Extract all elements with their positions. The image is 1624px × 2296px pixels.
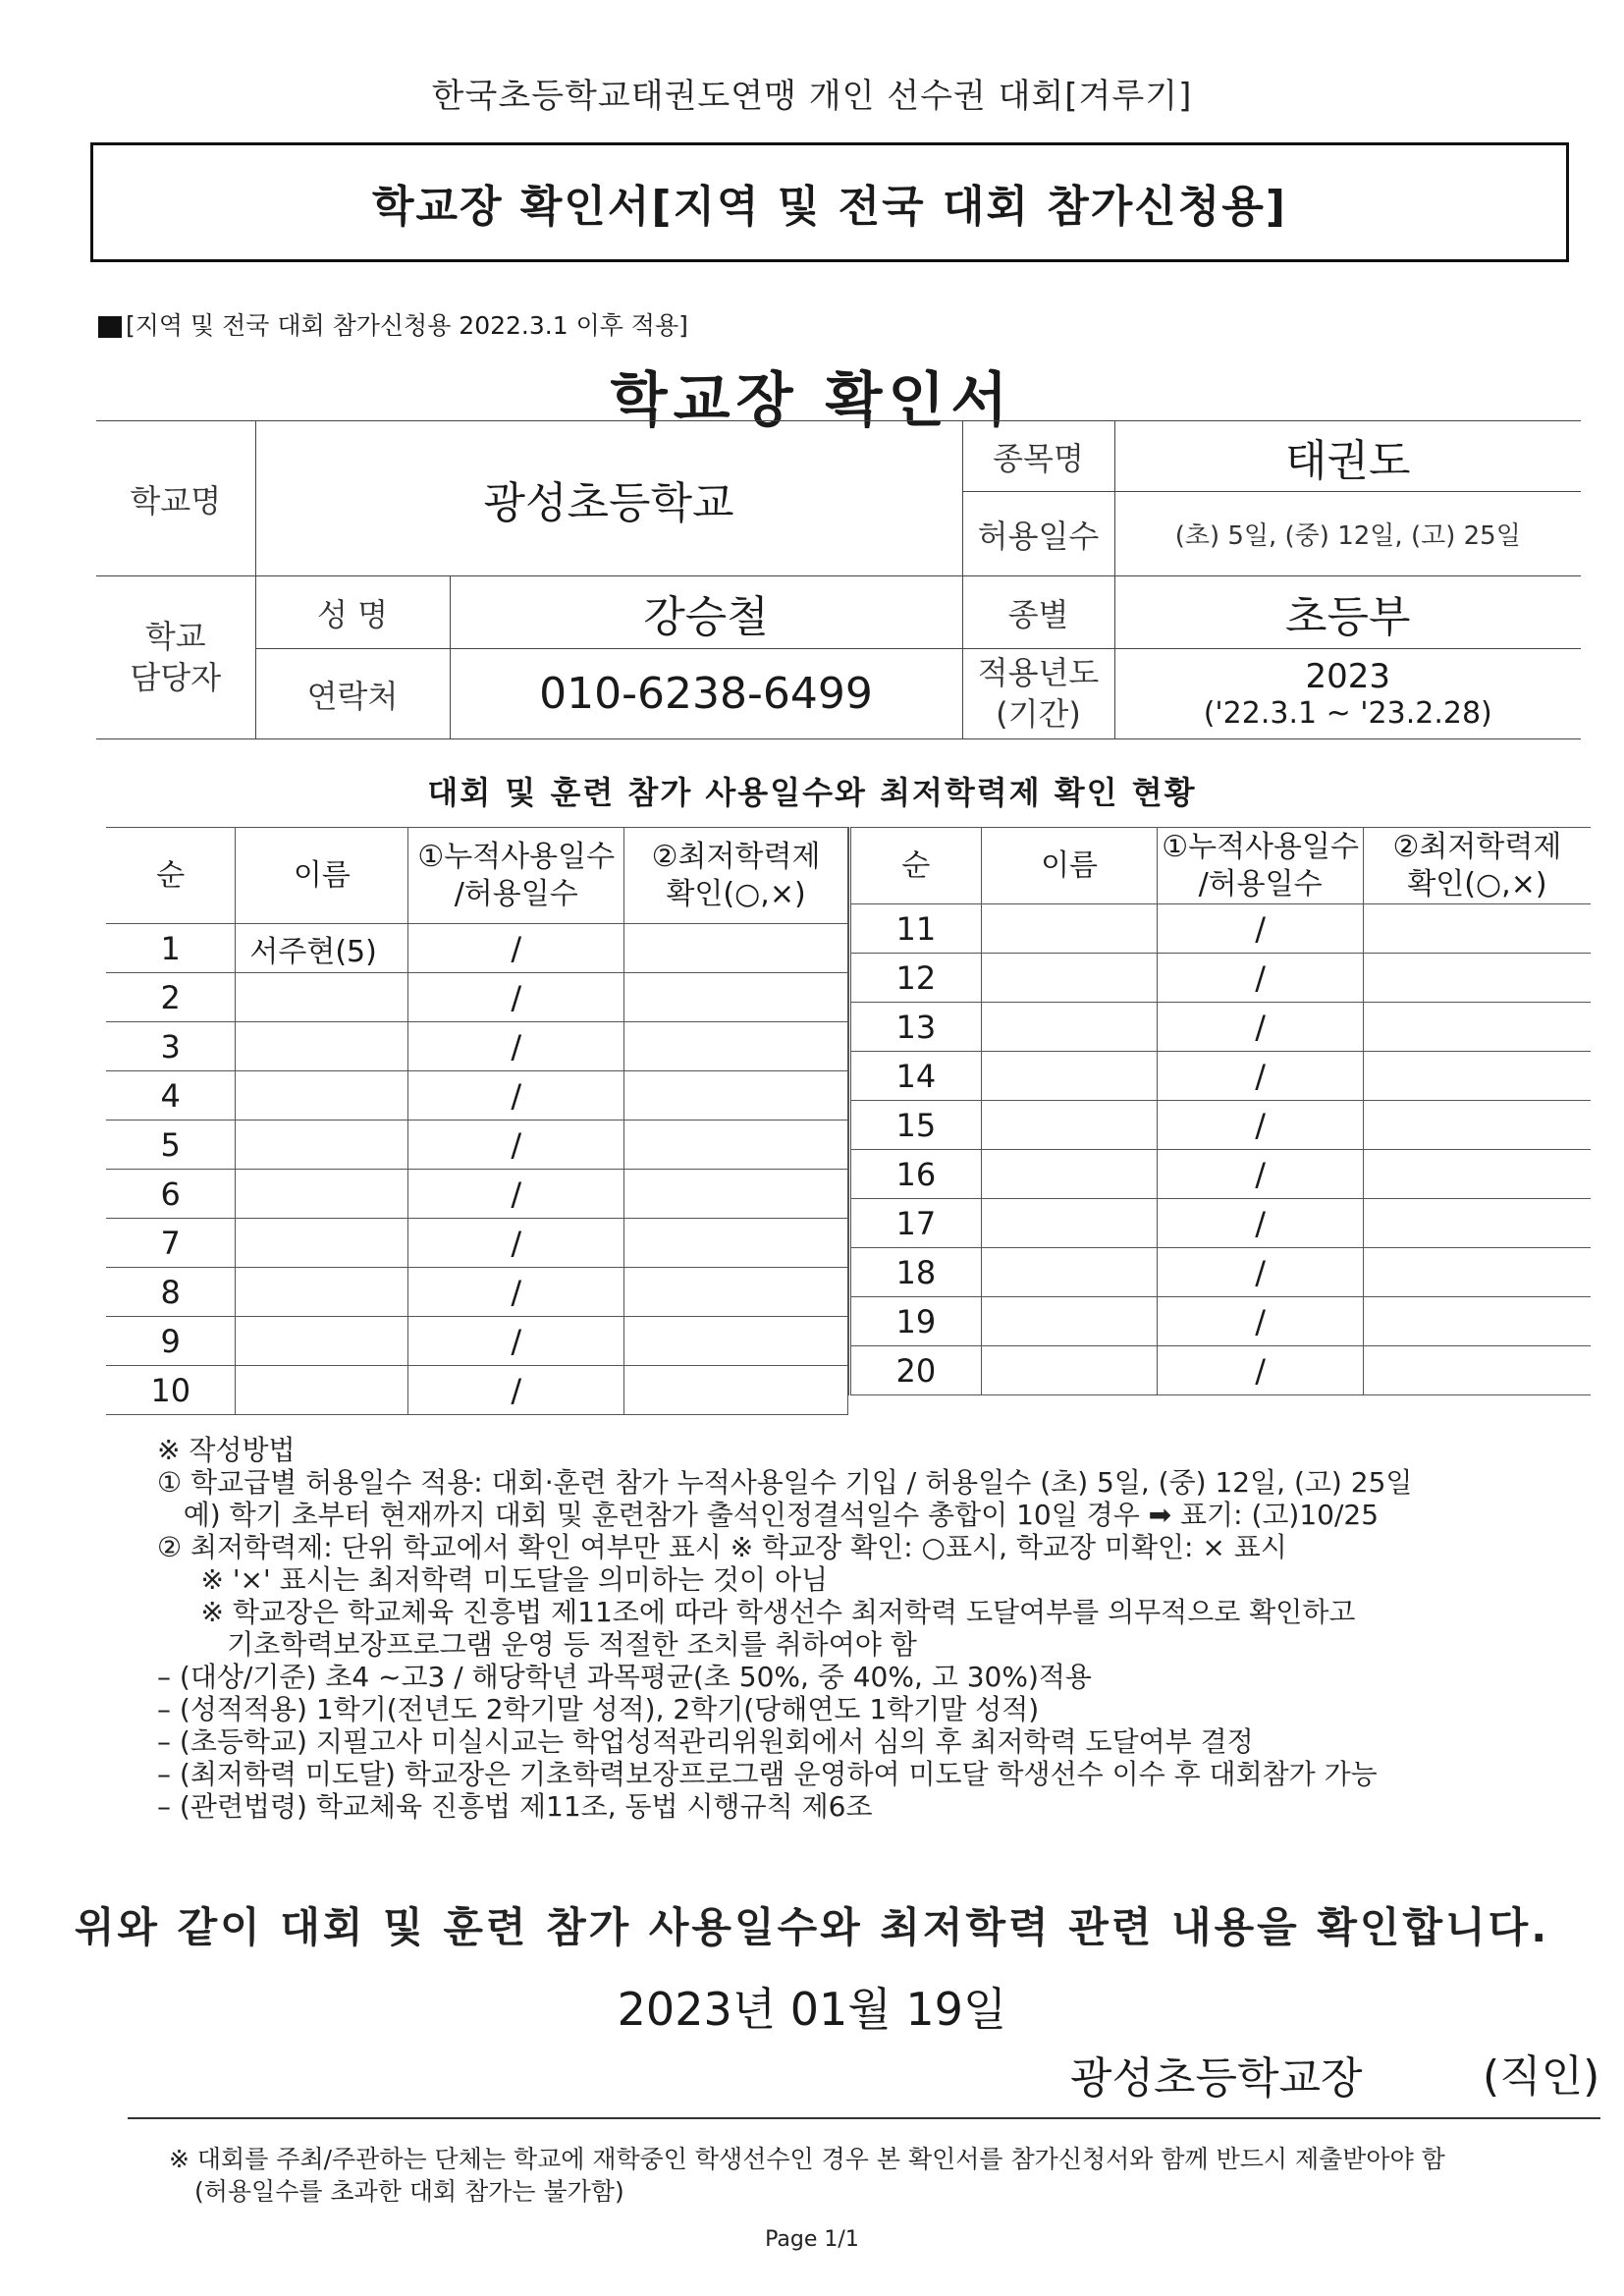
name-cell (236, 1022, 408, 1071)
days-cell: / (408, 1366, 624, 1415)
instruction-line: ※ 작성방법 (157, 1434, 296, 1466)
academic-cell (624, 1121, 848, 1170)
days-cell: / (1158, 1003, 1364, 1052)
seq-cell: 4 (106, 1071, 236, 1121)
event-label: 종목명 (962, 421, 1114, 492)
table-row (850, 1199, 1592, 1248)
seq-cell: 13 (850, 1003, 982, 1052)
name-cell (236, 1317, 408, 1366)
days-cell: / (1158, 1052, 1364, 1101)
instruction-line: – (대상/기준) 초4 ~고3 / 해당학년 과목평균(초 50%, 중 40%, 고 30%)적용 (157, 1661, 1092, 1693)
footer-line: ※ 대회를 주최/주관하는 단체는 학교에 재학중인 학생선수인 경우 본 확인서를 참가신청서와 함께 반드시 제출받아야 함 (169, 2145, 1445, 2173)
table-row (850, 1003, 1592, 1052)
days-cell: / (408, 1219, 624, 1268)
table-row (850, 1248, 1592, 1297)
table-row (106, 1317, 848, 1366)
seq-cell: 2 (106, 973, 236, 1022)
header-academic: ②최저학력제 확인(○,×) (1363, 828, 1591, 904)
header-days: ①누적사용일수 /허용일수 (408, 828, 624, 924)
instruction-line: ② 최저학력제: 단위 학교에서 확인 여부만 표시 ※ 학교장 확인: ○표시, 학교장 미확인: × 표시 (157, 1531, 1287, 1563)
academic-cell (624, 973, 848, 1022)
table-row (106, 1071, 848, 1121)
academic-cell (624, 1071, 848, 1121)
academic-cell (1363, 1199, 1591, 1248)
academic-cell (1363, 1346, 1591, 1395)
instruction-line: – (관련법령) 학교체육 진흥법 제11조, 동법 시행규칙 제6조 (157, 1790, 873, 1823)
name-cell (236, 1366, 408, 1415)
academic-cell (1363, 904, 1591, 954)
event-value: 태권도 (1114, 421, 1581, 492)
seq-cell: 16 (850, 1150, 982, 1199)
academic-cell (1363, 1248, 1591, 1297)
footer-line: (허용일수를 초과한 대회 참가는 불가함) (194, 2177, 624, 2206)
seq-cell: 20 (850, 1346, 982, 1395)
seq-cell: 12 (850, 954, 982, 1003)
document-title: 학교장 확인서 (610, 366, 1014, 435)
days-cell: / (408, 1071, 624, 1121)
days-cell: / (1158, 1199, 1364, 1248)
table-row (106, 1170, 848, 1219)
name-cell (236, 973, 408, 1022)
contact-label: 연락처 (255, 649, 450, 739)
instruction-line: – (최저학력 미도달) 학교장은 기초학력보장프로그램 운영하여 미도달 학생선수 이수 후 대회참가 가능 (157, 1758, 1378, 1790)
academic-cell (624, 1366, 848, 1415)
table-row (850, 1101, 1592, 1150)
academic-cell (624, 1268, 848, 1317)
instruction-line: 기초학력보장프로그램 운영 등 적절한 조치를 취하여야 함 (157, 1628, 917, 1661)
table-row (850, 954, 1592, 1003)
days-cell: / (1158, 1150, 1364, 1199)
days-cell: / (1158, 1346, 1364, 1395)
days-cell: / (408, 973, 624, 1022)
academic-cell (1363, 1003, 1591, 1052)
name-cell (236, 1268, 408, 1317)
division-value: 초등부 (1114, 576, 1581, 649)
square-bullet-icon (98, 316, 122, 338)
status-title: 대회 및 훈련 참가 사용일수와 최저학력제 확인 현황 (427, 774, 1197, 811)
table-row (850, 1297, 1592, 1346)
seq-cell: 3 (106, 1022, 236, 1071)
confirmation-statement: 위와 같이 대회 및 훈련 참가 사용일수와 최저학력 관련 내용을 확인합니다. (74, 1903, 1550, 1951)
days-cell: / (408, 1022, 624, 1071)
name-cell (981, 1101, 1158, 1150)
seq-cell: 18 (850, 1248, 982, 1297)
days-cell: / (1158, 1101, 1364, 1150)
seq-cell: 19 (850, 1297, 982, 1346)
instruction-line: – (성적적용) 1학기(전년도 2학기말 성적), 2학기(당해연도 1학기말 성적) (157, 1693, 1040, 1725)
instruction-line: ① 학교급별 허용일수 적용: 대회·훈련 참가 누적사용일수 기입 / 허용일수 (초) 5일, (중) 12일, (고) 25일 (157, 1466, 1413, 1499)
allowed-days-value: (초) 5일, (중) 12일, (고) 25일 (1114, 492, 1581, 576)
name-cell (236, 1170, 408, 1219)
academic-cell (1363, 1150, 1591, 1199)
seq-cell: 9 (106, 1317, 236, 1366)
days-cell: / (1158, 1297, 1364, 1346)
page-number: Page 1/1 (765, 2227, 859, 2252)
official-seal: (직인) (1483, 2051, 1600, 2102)
days-cell: / (1158, 954, 1364, 1003)
instruction-line: 예) 학기 초부터 현재까지 대회 및 훈련참가 출석인정결석일수 총합이 10일 경우 ➡ 표기: (고)10/25 (157, 1499, 1380, 1531)
footer-note (169, 2143, 1445, 2208)
contact-value: 010-6238-6499 (450, 649, 962, 739)
name-cell (981, 1199, 1158, 1248)
header-name: 이름 (236, 828, 408, 924)
table-row (106, 973, 848, 1022)
principal-title: 광성초등학교장 (1070, 2053, 1363, 2104)
instruction-line: – (초등학교) 지필고사 미실시교는 학업성적관리위원회에서 심의 후 최저학력 도달여부 결정 (157, 1725, 1254, 1758)
table-row (106, 924, 848, 973)
days-cell: / (408, 1317, 624, 1366)
school-value: 광성초등학교 (255, 421, 962, 576)
name-cell (236, 1219, 408, 1268)
name-cell: 서주현(5) (236, 924, 408, 973)
seq-cell: 14 (850, 1052, 982, 1101)
year-label: 적용년도 (기간) (962, 649, 1114, 739)
divider (128, 2117, 1600, 2119)
year-cell (1114, 649, 1581, 739)
info-table (96, 420, 1581, 739)
table-row (106, 1022, 848, 1071)
header-academic: ②최저학력제 확인(○,×) (624, 828, 848, 924)
table-row (106, 1219, 848, 1268)
name-cell (981, 1346, 1158, 1395)
name-cell (981, 1248, 1158, 1297)
academic-cell (624, 924, 848, 973)
academic-cell (1363, 1101, 1591, 1150)
year-value: 2023 (1305, 657, 1391, 696)
academic-cell (624, 1022, 848, 1071)
academic-cell (1363, 954, 1591, 1003)
form-title: 학교장 확인서[지역 및 전국 대회 참가신청용] (372, 182, 1287, 232)
table-row (850, 1052, 1592, 1101)
name-cell (981, 1003, 1158, 1052)
table-row (850, 1150, 1592, 1199)
status-table-right (848, 827, 1591, 1395)
seq-cell: 5 (106, 1121, 236, 1170)
name-cell (981, 954, 1158, 1003)
instruction-line: ※ 학교장은 학교체육 진흥법 제11조에 따라 학생선수 최저학력 도달여부를 의무적으로 확인하고 (157, 1596, 1356, 1628)
days-cell: / (1158, 1248, 1364, 1297)
academic-cell (624, 1170, 848, 1219)
header-name: 이름 (981, 828, 1158, 904)
days-cell: / (408, 924, 624, 973)
table-row (850, 904, 1592, 954)
school-label: 학교명 (96, 421, 255, 576)
allowed-days-label: 허용일수 (962, 492, 1114, 576)
person-name-value: 강승철 (450, 576, 962, 649)
academic-cell (1363, 1052, 1591, 1101)
manager-label: 학교 담당자 (96, 576, 255, 739)
header-days: ①누적사용일수 /허용일수 (1158, 828, 1364, 904)
name-cell (981, 1150, 1158, 1199)
status-table-left (106, 827, 848, 1415)
table-row (106, 1366, 848, 1415)
name-cell (981, 904, 1158, 954)
academic-cell (624, 1317, 848, 1366)
notice-line (98, 306, 688, 342)
table-row (106, 1121, 848, 1170)
name-cell (981, 1297, 1158, 1346)
table-row (850, 1346, 1592, 1395)
name-cell (236, 1071, 408, 1121)
issue-date: 2023년 01월 19일 (617, 1983, 1007, 2036)
form-title-box (90, 142, 1569, 262)
days-cell: / (408, 1170, 624, 1219)
seq-cell: 7 (106, 1219, 236, 1268)
days-cell: / (1158, 904, 1364, 954)
academic-cell (624, 1219, 848, 1268)
instruction-line: ※ '×' 표시는 최저학력 미도달을 의미하는 것이 아님 (157, 1563, 829, 1596)
seq-cell: 17 (850, 1199, 982, 1248)
division-label: 종별 (962, 576, 1114, 649)
academic-cell (1363, 1297, 1591, 1346)
table-row (106, 1268, 848, 1317)
header-seq: 순 (850, 828, 982, 904)
seq-cell: 11 (850, 904, 982, 954)
seq-cell: 8 (106, 1268, 236, 1317)
seq-cell: 6 (106, 1170, 236, 1219)
seq-cell: 15 (850, 1101, 982, 1150)
period-value: ('22.3.1 ~ '23.2.28) (1203, 696, 1492, 731)
name-cell (981, 1052, 1158, 1101)
seq-cell: 10 (106, 1366, 236, 1415)
name-cell (236, 1121, 408, 1170)
header-seq: 순 (106, 828, 236, 924)
person-name-label: 성 명 (255, 576, 450, 649)
days-cell: / (408, 1121, 624, 1170)
notice-text: [지역 및 전국 대회 참가신청용 2022.3.1 이후 적용] (126, 311, 688, 340)
seq-cell: 1 (106, 924, 236, 973)
days-cell: / (408, 1268, 624, 1317)
writing-instructions (157, 1434, 1600, 1823)
org-title: 한국초등학교태권도연맹 개인 선수권 대회[겨루기] (431, 77, 1193, 116)
